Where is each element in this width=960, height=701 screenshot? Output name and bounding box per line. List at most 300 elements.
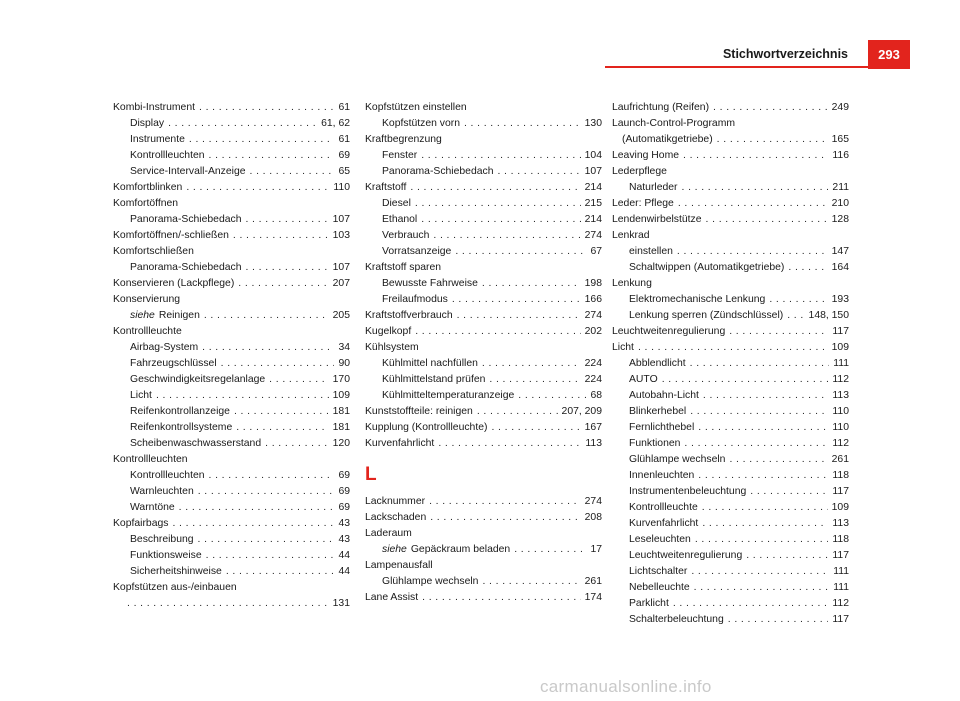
index-term bbox=[365, 590, 418, 606]
index-term-text: Funktionen bbox=[629, 438, 681, 449]
page-reference: 117 bbox=[832, 614, 849, 625]
index-subentry bbox=[612, 436, 849, 452]
index-term bbox=[612, 324, 725, 340]
index-subentry bbox=[113, 500, 350, 516]
page-number-tab bbox=[868, 40, 910, 69]
page-reference: 202 bbox=[584, 326, 602, 337]
dot-leader bbox=[168, 116, 317, 132]
page-reference: 109 bbox=[332, 390, 350, 401]
index-term bbox=[629, 596, 669, 612]
dot-leader bbox=[429, 494, 581, 510]
index-term bbox=[622, 132, 713, 148]
dot-leader bbox=[236, 420, 328, 436]
page-reference: 205 bbox=[332, 310, 350, 321]
index-term bbox=[629, 420, 694, 436]
index-term bbox=[130, 468, 205, 484]
index-term-text: Glühlampe wechseln bbox=[629, 454, 726, 465]
dot-leader bbox=[455, 244, 586, 260]
index-term-text: Fahrzeugschlüssel bbox=[130, 358, 217, 369]
page-reference: 109 bbox=[831, 342, 849, 353]
page-section-title: Stichwortverzeichnis bbox=[722, 47, 848, 61]
index-term bbox=[629, 436, 680, 452]
index-heading bbox=[113, 196, 350, 212]
page-reference: 65 bbox=[338, 166, 350, 177]
index-entry bbox=[365, 420, 602, 436]
index-term-text: Beschreibung bbox=[130, 534, 194, 545]
index-term bbox=[130, 356, 217, 372]
page-reference: 174 bbox=[584, 592, 602, 603]
index-subentry bbox=[113, 212, 350, 228]
index-subentry bbox=[113, 388, 350, 404]
index-subentry bbox=[113, 340, 350, 356]
index-term-text: Reifenkontrollsysteme bbox=[130, 422, 233, 433]
index-subentry bbox=[612, 420, 849, 436]
index-term-text: Kontrollleuchte bbox=[629, 502, 698, 513]
page-reference: 116 bbox=[832, 150, 849, 161]
index-term bbox=[130, 500, 175, 516]
page-reference: 148, 150 bbox=[808, 310, 849, 321]
page-reference: 113 bbox=[832, 390, 849, 401]
index-subentry bbox=[612, 372, 849, 388]
page-reference: 214 bbox=[584, 214, 602, 225]
page-reference: 198 bbox=[584, 278, 602, 289]
dot-leader bbox=[482, 574, 580, 590]
index-heading bbox=[612, 228, 849, 244]
index-term-text: Scheibenwaschwasserstand bbox=[130, 438, 262, 449]
index-subentry bbox=[365, 196, 602, 212]
dot-leader bbox=[422, 590, 581, 606]
index-term bbox=[382, 292, 448, 308]
dot-leader bbox=[788, 260, 827, 276]
index-term bbox=[629, 564, 687, 580]
index-subentry bbox=[365, 574, 602, 590]
index-term bbox=[130, 548, 202, 564]
index-subentry bbox=[612, 564, 849, 580]
page-reference: 44 bbox=[338, 566, 350, 577]
index-subentry bbox=[365, 212, 602, 228]
index-term bbox=[629, 548, 742, 564]
index-term-text: Autobahn-Licht bbox=[629, 390, 699, 401]
page-reference: 43 bbox=[338, 534, 350, 545]
dot-leader bbox=[433, 228, 580, 244]
index-term bbox=[113, 100, 195, 116]
index-term-text: Licht bbox=[130, 390, 152, 401]
index-subentry bbox=[113, 436, 350, 452]
index-term bbox=[629, 452, 725, 468]
index-term bbox=[629, 612, 724, 628]
page-reference: 224 bbox=[584, 358, 602, 369]
page-reference: 274 bbox=[584, 310, 602, 321]
index-term-text: Kombi-Instrument bbox=[113, 102, 195, 113]
index-subentry bbox=[612, 484, 849, 500]
index-term-text: Komfortöffnen/-schließen bbox=[113, 230, 229, 241]
dot-leader bbox=[683, 148, 828, 164]
index-term-text: Bewusste Fahrweise bbox=[382, 278, 478, 289]
page-reference: 61 bbox=[338, 134, 350, 145]
dot-leader bbox=[514, 542, 586, 558]
index-heading bbox=[113, 244, 350, 260]
index-term bbox=[382, 148, 417, 164]
dot-leader bbox=[678, 196, 828, 212]
index-subentry bbox=[113, 484, 350, 500]
page-reference: 109 bbox=[831, 502, 849, 513]
index-term bbox=[113, 228, 229, 244]
index-subentry bbox=[365, 372, 602, 388]
index-term bbox=[130, 116, 164, 132]
index-term-text: Reinigen bbox=[158, 310, 200, 321]
index-term: Kontrollleuchte bbox=[113, 326, 182, 337]
index-subentry bbox=[612, 404, 849, 420]
index-subentry bbox=[365, 164, 602, 180]
page-reference: 120 bbox=[332, 438, 350, 449]
index-term bbox=[629, 180, 678, 196]
index-subentry bbox=[612, 516, 849, 532]
index-entry bbox=[113, 516, 350, 532]
index-entry bbox=[612, 148, 849, 164]
index-term-text: Leuchtweitenregulierung bbox=[612, 326, 726, 337]
index-term-text: Licht bbox=[612, 342, 634, 353]
page-reference: 166 bbox=[584, 294, 602, 305]
page-reference: 261 bbox=[831, 454, 849, 465]
index-term-text: Kraftstoff bbox=[365, 182, 407, 193]
page-reference: 69 bbox=[338, 502, 350, 513]
index-term-text: Lendenwirbelstütze bbox=[612, 214, 702, 225]
index-term-text: Leaving Home bbox=[612, 150, 680, 161]
page-reference: 170 bbox=[332, 374, 350, 385]
index-subentry bbox=[612, 260, 849, 276]
index-term-text: Komfortblinken bbox=[113, 182, 183, 193]
index-entry bbox=[365, 494, 602, 510]
page-reference: 118 bbox=[832, 534, 849, 545]
dot-leader bbox=[703, 388, 829, 404]
page-reference: 67 bbox=[590, 246, 602, 257]
index-term-text: Warntöne bbox=[130, 502, 175, 513]
index-term-text: Lacknummer bbox=[365, 496, 426, 507]
index-entry bbox=[612, 196, 849, 212]
index-term bbox=[365, 308, 453, 324]
index-term-text: (Automatikgetriebe) bbox=[622, 134, 713, 145]
index-term: Laderaum bbox=[365, 528, 412, 539]
dot-leader bbox=[677, 244, 828, 260]
page-number: 293 bbox=[878, 47, 900, 62]
index-term bbox=[382, 244, 451, 260]
index-term: Lenkrad bbox=[612, 230, 650, 241]
page-reference: 193 bbox=[831, 294, 849, 305]
dot-leader bbox=[265, 436, 329, 452]
index-term bbox=[365, 420, 487, 436]
index-heading bbox=[365, 100, 602, 116]
index-term bbox=[629, 500, 698, 516]
index-subentry bbox=[365, 244, 602, 260]
index-term bbox=[382, 164, 493, 180]
dot-leader bbox=[746, 548, 828, 564]
index-term-text: Instrumente bbox=[130, 134, 185, 145]
dot-leader bbox=[421, 148, 580, 164]
dot-leader bbox=[127, 596, 329, 612]
index-term bbox=[629, 388, 699, 404]
index-subentry bbox=[612, 180, 849, 196]
index-term: Kraftbegrenzung bbox=[365, 134, 442, 145]
page-reference: 104 bbox=[584, 150, 602, 161]
dot-leader bbox=[638, 340, 828, 356]
index-entry bbox=[612, 324, 849, 340]
index-term-text: Glühlampe wechseln bbox=[382, 576, 479, 587]
dot-leader bbox=[682, 180, 829, 196]
page-reference: 34 bbox=[338, 342, 350, 353]
dot-leader bbox=[690, 404, 828, 420]
index-subentry bbox=[612, 388, 849, 404]
dot-leader bbox=[250, 164, 335, 180]
dot-leader bbox=[482, 356, 581, 372]
dot-leader bbox=[186, 180, 329, 196]
index-term-text: Konservieren (Lackpflege) bbox=[113, 278, 235, 289]
index-term-text: Kühlmittelstand prüfen bbox=[382, 374, 486, 385]
watermark-text: carmanualsonline.info bbox=[540, 677, 712, 696]
index-term-text: Reifenkontrollanzeige bbox=[130, 406, 230, 417]
dot-leader bbox=[438, 436, 581, 452]
dot-leader bbox=[729, 324, 828, 340]
dot-leader bbox=[209, 468, 335, 484]
dot-leader bbox=[245, 212, 328, 228]
index-entry bbox=[365, 180, 602, 196]
page-reference: 44 bbox=[338, 550, 350, 561]
dot-leader bbox=[706, 212, 828, 228]
page-reference: 112 bbox=[832, 598, 849, 609]
index-term bbox=[130, 148, 205, 164]
index-term-text: einstellen bbox=[629, 246, 673, 257]
index-term-text: Kunststoffteile: reinigen bbox=[365, 406, 473, 417]
index-term-text: Leuchtweitenregulierung bbox=[629, 550, 743, 561]
dot-leader bbox=[233, 228, 329, 244]
page-reference: 261 bbox=[584, 576, 602, 587]
index-term-text: Gepäckraum beladen bbox=[410, 544, 511, 555]
index-term bbox=[113, 180, 182, 196]
dot-leader bbox=[457, 308, 581, 324]
index-subentry bbox=[113, 132, 350, 148]
index-term-text: Leder: Pflege bbox=[612, 198, 674, 209]
index-term bbox=[130, 564, 222, 580]
index-term bbox=[130, 532, 194, 548]
index-term-text: Leseleuchten bbox=[629, 534, 691, 545]
dot-leader bbox=[684, 436, 828, 452]
index-term bbox=[629, 484, 746, 500]
index-term-text: Lane Assist bbox=[365, 592, 419, 603]
dot-leader bbox=[694, 580, 830, 596]
index-term bbox=[382, 196, 411, 212]
index-term bbox=[130, 436, 261, 452]
index-term-text: Laufrichtung (Reifen) bbox=[612, 102, 710, 113]
dot-leader bbox=[673, 596, 829, 612]
index-subentry bbox=[113, 532, 350, 548]
index-subentry bbox=[612, 468, 849, 484]
page-reference: 118 bbox=[832, 470, 849, 481]
page-reference: 17 bbox=[590, 544, 602, 555]
dot-leader bbox=[713, 100, 828, 116]
index-term-text: Kopfstützen vorn bbox=[382, 118, 460, 129]
index-term bbox=[130, 404, 230, 420]
index-subentry bbox=[365, 276, 602, 292]
dot-leader bbox=[452, 292, 581, 308]
index-term bbox=[629, 292, 765, 308]
index-term-text: Service-Intervall-Anzeige bbox=[130, 166, 246, 177]
page-reference: 211 bbox=[832, 182, 849, 193]
index-subentry bbox=[113, 548, 350, 564]
dot-leader bbox=[728, 612, 829, 628]
index-term-text: Kühlmitteltemperaturanzeige bbox=[382, 390, 515, 401]
dot-leader bbox=[415, 324, 580, 340]
index-term-text: Freilaufmodus bbox=[382, 294, 448, 305]
page-reference: 130 bbox=[584, 118, 602, 129]
index-term-text: Warnleuchten bbox=[130, 486, 194, 497]
index-subentry bbox=[365, 292, 602, 308]
index-term-text: Lichtschalter bbox=[629, 566, 688, 577]
page-reference: 164 bbox=[831, 262, 849, 273]
index-term-text: Display bbox=[130, 118, 165, 129]
page-reference: 107 bbox=[332, 262, 350, 273]
dot-leader bbox=[204, 308, 329, 324]
page-reference: 147 bbox=[831, 246, 849, 257]
page-reference: 110 bbox=[333, 182, 350, 193]
index-term-text: Kopfairbags bbox=[113, 518, 169, 529]
index-term: Komfortöffnen bbox=[113, 198, 179, 209]
index-term: Lederpflege bbox=[612, 166, 667, 177]
dot-leader bbox=[695, 532, 829, 548]
page-reference: 112 bbox=[832, 374, 849, 385]
index-subentry bbox=[612, 292, 849, 308]
dot-leader bbox=[482, 276, 581, 292]
index-term: Kopfstützen aus-/einbauen bbox=[113, 582, 237, 593]
dot-leader bbox=[662, 372, 829, 388]
page-reference: 249 bbox=[831, 102, 849, 113]
index-heading bbox=[365, 558, 602, 574]
index-heading bbox=[365, 526, 602, 542]
index-entry bbox=[113, 596, 350, 612]
index-subentry bbox=[113, 356, 350, 372]
page-reference: 215 bbox=[584, 198, 602, 209]
page-reference: 110 bbox=[832, 422, 849, 433]
index-term-text: Kugelkopf bbox=[365, 326, 412, 337]
index-term bbox=[130, 372, 265, 388]
index-term bbox=[382, 228, 429, 244]
index-term bbox=[629, 404, 686, 420]
index-term bbox=[629, 372, 658, 388]
dot-leader bbox=[702, 500, 828, 516]
page-reference: 90 bbox=[338, 358, 350, 369]
index-term-text: Panorama-Schiebedach bbox=[130, 214, 242, 225]
index-term bbox=[382, 212, 417, 228]
dot-leader bbox=[172, 516, 334, 532]
index-entry bbox=[113, 100, 350, 116]
index-term-text: Ethanol bbox=[382, 214, 418, 225]
index-term: Lampenausfall bbox=[365, 560, 433, 571]
dot-leader bbox=[206, 548, 335, 564]
page-reference: 207, 209 bbox=[561, 406, 602, 417]
index-subentry bbox=[612, 548, 849, 564]
index-term-text: Kupplung (Kontrollleuchte) bbox=[365, 422, 488, 433]
dot-leader bbox=[156, 388, 329, 404]
page-reference: 103 bbox=[332, 230, 350, 241]
index-entry bbox=[113, 228, 350, 244]
index-entry bbox=[365, 308, 602, 324]
index-term-text: Abblendlicht bbox=[629, 358, 686, 369]
index-term-text: Kühlmittel nachfüllen bbox=[382, 358, 478, 369]
page-reference: 131 bbox=[332, 598, 350, 609]
index-term bbox=[130, 420, 232, 436]
index-term: Launch-Control-Programm bbox=[612, 118, 736, 129]
page-reference: 274 bbox=[584, 230, 602, 241]
page-reference: 107 bbox=[332, 214, 350, 225]
page-reference: 68 bbox=[590, 390, 602, 401]
index-term bbox=[365, 324, 411, 340]
index-subentry bbox=[113, 372, 350, 388]
page-reference: 274 bbox=[584, 496, 602, 507]
page-reference: 117 bbox=[832, 486, 849, 497]
index-term bbox=[365, 404, 473, 420]
index-term-text: Sicherheitshinweise bbox=[130, 566, 222, 577]
index-heading bbox=[365, 260, 602, 276]
index-subentry bbox=[612, 596, 849, 612]
index-subentry bbox=[365, 116, 602, 132]
index-entry bbox=[365, 510, 602, 526]
index-term-text: Panorama-Schiebedach bbox=[130, 262, 242, 273]
index-entry bbox=[612, 100, 849, 116]
index-term: Lenkung bbox=[612, 278, 652, 289]
index-term: Kontrollleuchten bbox=[113, 454, 188, 465]
dot-leader bbox=[698, 468, 828, 484]
page-reference: 69 bbox=[338, 486, 350, 497]
index-subentry bbox=[365, 388, 602, 404]
index-term bbox=[382, 372, 485, 388]
dot-leader bbox=[702, 516, 828, 532]
index-term bbox=[130, 260, 241, 276]
index-term-text: Schaltwippen (Automatikgetriebe) bbox=[629, 262, 785, 273]
page-reference: 111 bbox=[833, 358, 849, 369]
see-reference-label: siehe bbox=[382, 544, 407, 555]
index-entry bbox=[113, 276, 350, 292]
dot-leader bbox=[199, 100, 334, 116]
index-term-text: Innenleuchten bbox=[629, 470, 695, 481]
page-reference: 69 bbox=[338, 150, 350, 161]
index-entry bbox=[365, 404, 602, 420]
index-column-3 bbox=[612, 100, 849, 628]
dot-leader bbox=[518, 388, 586, 404]
index-heading bbox=[612, 276, 849, 292]
index-heading bbox=[113, 452, 350, 468]
index-term bbox=[130, 484, 194, 500]
index-subentry bbox=[612, 244, 849, 260]
dot-leader bbox=[690, 356, 830, 372]
index-term-text: Instrumentenbeleuchtung bbox=[629, 486, 747, 497]
index-term bbox=[612, 100, 709, 116]
index-heading bbox=[113, 324, 350, 340]
index-entry bbox=[113, 180, 350, 196]
index-term bbox=[612, 196, 674, 212]
index-subentry bbox=[113, 564, 350, 580]
page-reference: 61 bbox=[338, 102, 350, 113]
index-term: Kraftstoff sparen bbox=[365, 262, 442, 273]
dot-leader bbox=[750, 484, 828, 500]
dot-leader bbox=[189, 132, 335, 148]
index-subentry bbox=[113, 468, 350, 484]
dot-leader bbox=[491, 420, 580, 436]
index-term-text: Nebelleuchte bbox=[629, 582, 690, 593]
dot-leader bbox=[202, 340, 334, 356]
index-subentry bbox=[612, 356, 849, 372]
index-term bbox=[612, 212, 702, 228]
index-subentry bbox=[365, 542, 602, 558]
index-term bbox=[382, 276, 478, 292]
index-heading bbox=[612, 116, 849, 132]
